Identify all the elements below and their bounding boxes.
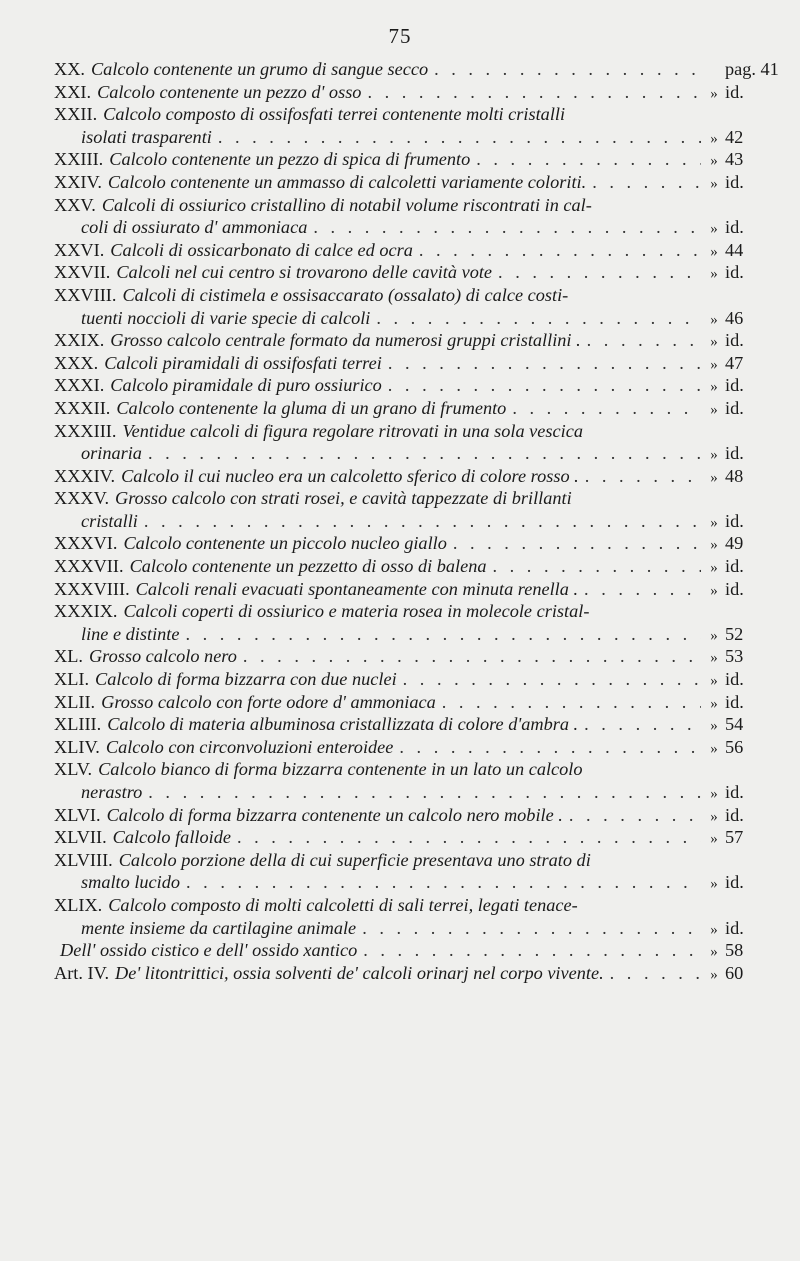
entry-number: XLII.	[54, 691, 96, 712]
ditto-mark: »	[710, 650, 718, 667]
entry-page: id.	[725, 669, 744, 690]
dot-leader	[243, 645, 701, 668]
table-of-contents	[54, 58, 779, 984]
dot-leader	[569, 804, 701, 827]
dot-leader	[399, 736, 701, 759]
entry-title: Calcolo composto di ossifosfati terrei contenente molti cristalli	[103, 104, 566, 125]
entry-title: Grosso calcolo con strati rosei, e cavità tappezzate di brillanti	[115, 488, 572, 509]
ditto-mark: »	[710, 944, 718, 961]
entry-page: id.	[725, 556, 744, 577]
toc-entry	[54, 148, 761, 171]
toc-entry	[54, 555, 761, 578]
entry-number: XXXIV.	[54, 465, 116, 486]
entry-number: XXV.	[54, 194, 96, 215]
ditto-mark: »	[710, 221, 718, 238]
ditto-mark: »	[710, 514, 718, 531]
ditto-mark: »	[710, 921, 718, 938]
dot-leader	[498, 261, 701, 284]
ditto-mark: »	[710, 469, 718, 486]
entry-number: XXXVII.	[54, 556, 124, 577]
entry-title: Calcolo contenente un pezzo di spica di frumento	[109, 149, 471, 170]
entry-page: 48	[725, 465, 744, 486]
entry-title: Calcolo falloide	[112, 827, 231, 848]
entry-number: XLIV.	[54, 736, 100, 757]
entry-page: 44	[725, 239, 744, 260]
entry-number: Art. IV.	[54, 962, 110, 983]
entry-title: Calcolo con circonvoluzioni enteroidee	[105, 736, 394, 757]
ditto-mark: »	[710, 740, 718, 757]
toc-entry	[54, 939, 761, 962]
toc-entry	[54, 804, 761, 827]
toc-entry	[54, 578, 761, 601]
toc-entry	[54, 58, 779, 81]
entry-title: Calcolo contenente un pezzo d' osso	[97, 81, 362, 102]
entry-title: De' litontrittici, ossia solventi de' calcoli orinarj nel corpo vivente.	[115, 962, 604, 983]
toc-entry	[54, 284, 761, 307]
entry-title-continuation: nerastro	[81, 782, 143, 802]
toc-entry-continuation	[54, 510, 761, 533]
entry-page: id.	[725, 443, 744, 464]
dot-leader	[434, 58, 701, 81]
entry-number: XXVII.	[54, 262, 111, 283]
entry-number: XXIX.	[54, 330, 105, 351]
entry-page: 47	[725, 352, 744, 373]
ditto-mark: »	[710, 401, 718, 418]
entry-title: Calcolo di materia albuminosa cristallizzata di colore d'ambra .	[107, 714, 579, 735]
toc-entry	[54, 81, 761, 104]
toc-entry	[54, 103, 761, 126]
entry-number: XXX.	[54, 352, 99, 373]
entry-page: 52	[725, 623, 744, 644]
toc-entry	[54, 329, 761, 352]
entry-title: Calcolo bianco di forma bizzarra contenente in un lato un calcolo	[98, 759, 583, 780]
dot-leader	[592, 171, 701, 194]
dot-leader	[442, 691, 701, 714]
dot-leader	[363, 939, 701, 962]
entry-number: XLVIII.	[54, 849, 113, 870]
entry-title: Calcolo contenente un pezzetto di osso di balena	[129, 556, 487, 577]
entry-page: id.	[725, 578, 744, 599]
entry-number: XLVI.	[54, 804, 101, 825]
entry-title-continuation: coli di ossiurato d' ammoniaca	[81, 217, 308, 238]
entry-title: Calcoli coperti di ossiurico e materia rosea in molecole cristal-	[123, 601, 590, 622]
dot-leader	[362, 917, 701, 940]
toc-entry-continuation	[54, 781, 761, 804]
entry-title: Calcoli di ossiurico cristallino di notabil volume riscontrati in cal-	[101, 194, 592, 215]
entry-page: 43	[725, 149, 744, 170]
ditto-mark: »	[710, 447, 718, 464]
toc-entry	[54, 600, 761, 623]
toc-entry	[54, 465, 761, 488]
ditto-mark: »	[710, 627, 718, 644]
entry-page: id.	[725, 171, 744, 192]
entry-title: Dell' ossido cistico e dell' ossido xantico	[60, 940, 358, 961]
dot-leader	[610, 962, 701, 985]
entry-number: XXXV.	[54, 488, 110, 509]
ditto-mark: »	[710, 876, 718, 893]
dot-leader	[585, 465, 701, 488]
toc-entry	[54, 962, 761, 985]
entry-title: Calcoli piramidali di ossifosfati terrei	[104, 352, 382, 373]
entry-title: Calcolo di forma bizzarra con due nuclei	[95, 669, 397, 690]
entry-title: Calcolo contenente la gluma di un grano di frumento	[116, 397, 507, 418]
entry-number: XL.	[54, 646, 83, 667]
entry-title-continuation: cristalli	[81, 510, 138, 531]
entry-title: Calcolo contenente un ammasso di calcoletti variamente coloriti.	[107, 171, 587, 192]
dot-leader	[476, 148, 701, 171]
entry-number: XLV.	[54, 759, 93, 780]
dot-leader	[493, 555, 701, 578]
entry-title: Calcoli renali evacuati spontaneamente con minuta renella .	[135, 578, 579, 599]
toc-entry	[54, 826, 761, 849]
toc-entry-continuation	[54, 126, 761, 149]
dot-leader	[587, 329, 701, 352]
entry-title: Ventidue calcoli di figura regolare ritrovati in una sola vescica	[122, 420, 583, 441]
ditto-mark: »	[710, 311, 718, 328]
entry-number: XXXI.	[54, 375, 105, 396]
toc-entry	[54, 420, 761, 443]
entry-title: Calcolo il cui nucleo era un calcoletto sferico di colore rosso .	[121, 465, 579, 486]
entry-page: id.	[725, 691, 744, 712]
entry-title: Calcoli nel cui centro si trovarono delle cavità vote	[116, 262, 493, 283]
ditto-mark: »	[710, 673, 718, 690]
dot-leader	[367, 81, 701, 104]
entry-page: 54	[725, 714, 744, 735]
dot-leader	[453, 532, 701, 555]
entry-page: id.	[725, 375, 744, 396]
toc-entry	[54, 645, 761, 668]
toc-entry-continuation	[54, 442, 761, 465]
entry-page: 56	[725, 736, 744, 757]
ditto-mark: »	[710, 243, 718, 260]
entry-title: Grosso calcolo centrale formato da numerosi gruppi cristallini .	[110, 330, 581, 351]
toc-entry	[54, 894, 761, 917]
dot-leader	[186, 623, 702, 646]
ditto-mark: »	[710, 831, 718, 848]
entry-number: XLIX.	[54, 894, 103, 915]
dot-leader	[584, 578, 701, 601]
entry-page: id.	[725, 397, 744, 418]
entry-number: XXIII.	[54, 149, 104, 170]
ditto-mark: »	[710, 718, 718, 735]
entry-title: Grosso calcolo con forte odore d' ammoniaca	[101, 691, 436, 712]
entry-page: id.	[725, 217, 744, 238]
ditto-mark: »	[710, 334, 718, 351]
entry-title: Calcoli di ossicarbonato di calce ed ocra	[110, 239, 413, 260]
toc-entry	[54, 668, 761, 691]
entry-page: id.	[725, 262, 744, 283]
entry-title: Calcolo contenente un grumo di sangue secco	[90, 59, 429, 79]
toc-entry-continuation	[54, 623, 761, 646]
entry-page: 42	[725, 126, 744, 147]
toc-entry-continuation	[54, 307, 761, 330]
toc-entry-continuation	[54, 871, 761, 894]
entry-page: 49	[725, 533, 744, 554]
toc-entry	[54, 532, 761, 555]
entry-number: XXIV.	[54, 171, 102, 192]
entry-page: 46	[725, 307, 744, 328]
entry-title-continuation: isolati trasparenti	[81, 126, 212, 147]
entry-page: 58	[725, 940, 744, 961]
dot-leader	[584, 713, 701, 736]
entry-title-continuation: orinaria	[81, 443, 142, 464]
toc-entry	[54, 374, 761, 397]
entry-title: Calcolo piramidale di puro ossiurico	[110, 375, 382, 396]
ditto-mark: »	[710, 966, 718, 983]
ditto-mark: »	[710, 356, 718, 373]
entry-page: id.	[725, 782, 744, 802]
entry-page: pag. 41	[725, 59, 779, 79]
dot-leader	[186, 871, 701, 894]
toc-entry	[54, 397, 761, 420]
dot-leader	[388, 374, 701, 397]
dot-leader	[512, 397, 701, 420]
entry-title-continuation: tuenti noccioli di varie specie di calcoli	[81, 307, 371, 328]
entry-number: XXXVIII.	[54, 578, 130, 599]
entry-number: XXVIII.	[54, 284, 117, 305]
entry-title-continuation: line e distinte	[81, 623, 180, 644]
entry-number: XLIII.	[54, 714, 102, 735]
ditto-mark: »	[710, 537, 718, 554]
entry-number: XLVII.	[54, 827, 107, 848]
entry-title-continuation: smalto lucido	[81, 872, 181, 893]
entry-number: XXVI.	[54, 239, 105, 260]
ditto-mark: »	[710, 560, 718, 577]
ditto-mark: »	[710, 582, 718, 599]
entry-number: XLI.	[54, 669, 90, 690]
entry-title: Calcolo porzione della di cui superficie presentava uno strato di	[118, 849, 591, 870]
entry-title: Calcoli di cistimela e ossisaccarato (ossalato) di calce costi-	[122, 284, 569, 305]
entry-title: Calcolo composto di molti calcoletti di sali terrei, legati tenace-	[108, 894, 578, 915]
entry-page: id.	[725, 917, 744, 938]
toc-entry	[54, 239, 761, 262]
entry-page: id.	[725, 81, 744, 102]
toc-entry-continuation	[54, 917, 761, 940]
entry-number: XXII.	[54, 104, 98, 125]
dot-leader	[148, 781, 701, 804]
entry-title: Calcolo contenente un piccolo nucleo giallo	[123, 533, 447, 554]
entry-number: XXXII.	[54, 397, 111, 418]
dot-leader	[403, 668, 701, 691]
entry-page: id.	[725, 872, 744, 893]
dot-leader	[376, 307, 701, 330]
ditto-mark: »	[710, 695, 718, 712]
entry-number: XX.	[54, 59, 85, 79]
entry-page: id.	[725, 804, 744, 825]
dot-leader	[419, 239, 701, 262]
entry-number: XXXIX.	[54, 601, 118, 622]
entry-page: 60	[725, 962, 744, 983]
toc-entry	[54, 194, 761, 217]
entry-page: id.	[725, 510, 744, 531]
ditto-mark: »	[710, 266, 718, 283]
entry-title-continuation: mente insieme da cartilagine animale	[81, 917, 357, 938]
page-number: 75	[388, 24, 412, 48]
toc-entry	[54, 736, 761, 759]
dot-leader	[388, 352, 701, 375]
entry-page: id.	[725, 330, 744, 351]
toc-entry	[54, 758, 761, 781]
dot-leader	[144, 510, 701, 533]
ditto-mark: »	[710, 379, 718, 396]
entry-number: XXXIII.	[54, 420, 117, 441]
entry-page: 53	[725, 646, 744, 667]
dot-leader	[237, 826, 701, 849]
entry-title: Calcolo di forma bizzarra contenente un calcolo nero mobile .	[106, 804, 563, 825]
toc-entry	[54, 171, 761, 194]
entry-title: Grosso calcolo nero	[88, 646, 237, 667]
ditto-mark: »	[710, 85, 718, 102]
entry-number: XXI.	[54, 81, 92, 102]
ditto-mark: »	[710, 808, 718, 825]
toc-entry	[54, 487, 761, 510]
entry-number: XXXVI.	[54, 533, 118, 554]
dot-leader	[313, 216, 701, 239]
entry-page: 57	[725, 827, 744, 848]
toc-entry	[54, 261, 761, 284]
ditto-mark: »	[710, 153, 718, 170]
toc-entry	[54, 713, 761, 736]
ditto-mark: »	[710, 786, 718, 802]
toc-entry	[54, 352, 761, 375]
ditto-mark: »	[710, 175, 718, 192]
ditto-mark: »	[710, 130, 718, 147]
toc-entry	[54, 691, 761, 714]
dot-leader	[148, 442, 701, 465]
toc-entry	[54, 849, 761, 872]
toc-entry-continuation	[54, 216, 761, 239]
dot-leader	[218, 126, 701, 149]
